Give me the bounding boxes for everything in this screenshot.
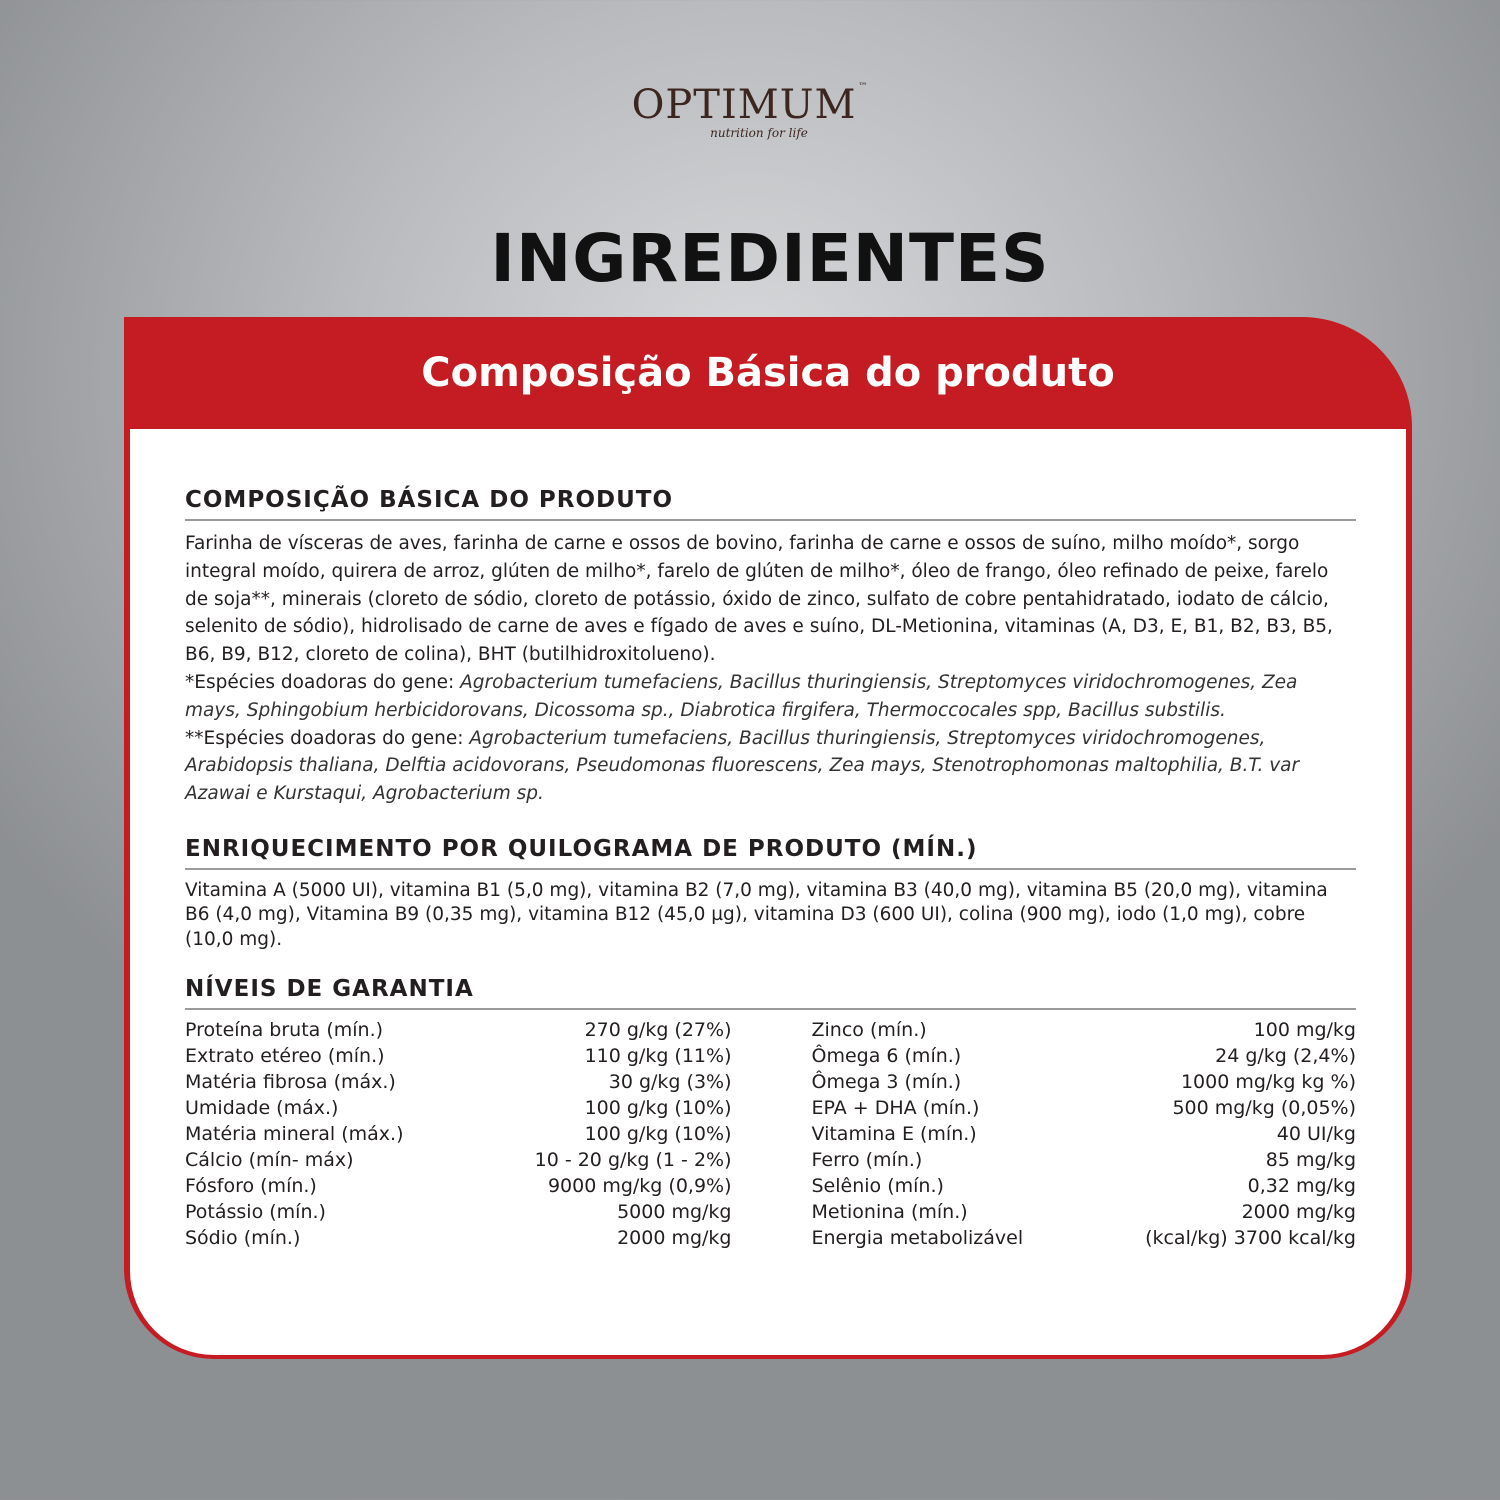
nutrient-value: (kcal/kg) 3700 kcal/kg xyxy=(1145,1227,1356,1250)
nutrient-value: 500 mg/kg (0,05%) xyxy=(1172,1097,1356,1120)
composition-ingredients: Farinha de vísceras de aves, farinha de carne e ossos de bovino, farinha de carne e ossos de suíno, milho moído*, sorgo integral moído, quirera de arroz, glúten de milho*, farelo de glúten de milho*, óleo de frango, óleo refinado de peixe, farelo de soja**, minerais (cloreto de sódio, cloreto de potássio, óxido de zinco, sulfato de cobre pentahidratado, iodato de cálcio, selenito de sódio), hidrolisado de carne de aves e fígado de aves e suíno, DL-Metionina, vitaminas (A, D3, E, B1, B2, B3, B5, B6, B9, B12, cloreto de colina), BHT (butilhidroxitolueno). xyxy=(185,533,1333,666)
guarantee-row xyxy=(812,1225,1357,1251)
page-title: INGREDIENTES xyxy=(490,220,1050,297)
guarantee-row xyxy=(185,1069,732,1095)
nutrient-value: 270 g/kg (27%) xyxy=(584,1019,732,1042)
composition-title: COMPOSIÇÃO BÁSICA DO PRODUTO xyxy=(185,487,1356,521)
nutrient-value: 30 g/kg (3%) xyxy=(608,1071,732,1094)
nutrient-value: 100 g/kg (10%) xyxy=(584,1097,732,1120)
gene-note-1-species: Agrobacterium tumefaciens, Bacillus thuringiensis, Streptomyces viridochromogenes, Zea mays, Sphingobium herbicidorovans, Dicossoma sp., Diabrotica firgifera, Thermoccocales spp, Bacillus substilis. xyxy=(185,671,1298,721)
nutrient-value: 9000 mg/kg (0,9%) xyxy=(547,1175,732,1198)
guarantee-table xyxy=(185,1017,1356,1251)
gene-note-1-label: *Espécies doadoras do gene: xyxy=(185,671,461,693)
guarantee-row xyxy=(185,1017,732,1043)
guarantee-row xyxy=(185,1095,732,1121)
enrichment-text: Vitamina A (5000 UI), vitamina B1 (5,0 mg), vitamina B2 (7,0 mg), vitamina B3 (40,0 mg), vitamina B5 (20,0 mg), vitamina B6 (4,0 mg), Vitamina B9 (0,35 mg), vitamina B12 (45,0 µg), vitamina D3 (600 UI), colina (900 mg), iodo (1,0 mg), cobre (10,0 mg). xyxy=(185,879,1328,950)
nutrient-value: 0,32 mg/kg xyxy=(1247,1175,1356,1198)
guarantee-row xyxy=(812,1173,1357,1199)
guarantee-row xyxy=(812,1017,1357,1043)
brand-tagline: nutrition for life xyxy=(710,126,808,140)
nutrient-label: Metionina (mín.) xyxy=(811,1201,968,1224)
guarantee-row xyxy=(185,1043,732,1069)
guarantee-row xyxy=(185,1121,732,1147)
nutrient-label: Selênio (mín.) xyxy=(811,1175,944,1198)
nutrient-label: EPA + DHA (mín.) xyxy=(811,1097,980,1120)
nutrient-value: 2000 mg/kg xyxy=(617,1227,732,1250)
nutrient-label: Proteína bruta (mín.) xyxy=(185,1019,384,1042)
nutrient-label: Ômega 3 (mín.) xyxy=(811,1071,962,1094)
nutrient-value: 2000 mg/kg xyxy=(1241,1201,1356,1224)
brand-name: OPTIMUM xyxy=(631,82,857,128)
nutrient-label: Potássio (mín.) xyxy=(185,1201,326,1224)
nutrient-label: Umidade (máx.) xyxy=(185,1097,339,1120)
gene-note-2-species: Agrobacterium tumefaciens, Bacillus thuringiensis, Streptomyces viridochromogenes, Arabidopsis thaliana, Delftia acidovorans, Pseudomonas fluorescens, Zea mays, Stenotrophomonas maltophilia, B.T. var Azawai e Kurstaqui, Agrobacterium sp. xyxy=(185,727,1300,805)
composition-text xyxy=(185,530,1356,808)
enrichment-title: ENRIQUECIMENTO POR QUILOGRAMA DE PRODUTO (MÍN.) xyxy=(185,836,1356,870)
trademark-symbol: ™ xyxy=(858,82,869,92)
card-body xyxy=(130,429,1406,1355)
nutrient-label: Ferro (mín.) xyxy=(811,1149,923,1172)
guarantee-row xyxy=(812,1043,1357,1069)
brand-logo xyxy=(0,82,1500,140)
nutrient-label: Zinco (mín.) xyxy=(811,1019,927,1042)
nutrient-value: 100 mg/kg xyxy=(1253,1019,1356,1042)
nutrient-label: Energia metabolizável xyxy=(811,1227,1024,1250)
nutrient-label: Matéria fibrosa (máx.) xyxy=(185,1071,396,1094)
guarantee-left-column xyxy=(185,1017,732,1251)
nutrient-label: Sódio (mín.) xyxy=(185,1227,301,1250)
card-header: Composição Básica do produto xyxy=(421,350,1115,396)
guarantee-right-column xyxy=(812,1017,1357,1251)
guarantee-row xyxy=(812,1147,1357,1173)
guarantee-row xyxy=(812,1095,1357,1121)
nutrient-label: Cálcio (mín- máx) xyxy=(185,1149,354,1172)
nutrient-value: 85 mg/kg xyxy=(1265,1149,1356,1172)
composition-card xyxy=(124,317,1412,1359)
nutrient-value: 5000 mg/kg xyxy=(617,1201,732,1224)
nutrient-label: Matéria mineral (máx.) xyxy=(185,1123,404,1146)
guarantee-row xyxy=(185,1147,732,1173)
guarantee-title: NÍVEIS DE GARANTIA xyxy=(185,976,1356,1010)
guarantee-row xyxy=(812,1069,1357,1095)
nutrient-value: 110 g/kg (11%) xyxy=(584,1045,732,1068)
guarantee-row xyxy=(185,1199,732,1225)
guarantee-row xyxy=(185,1225,732,1251)
nutrient-label: Extrato etéreo (mín.) xyxy=(185,1045,385,1068)
guarantee-row xyxy=(185,1173,732,1199)
nutrient-value: 10 - 20 g/kg (1 - 2%) xyxy=(534,1149,732,1172)
guarantee-row xyxy=(812,1199,1357,1225)
nutrient-value: 24 g/kg (2,4%) xyxy=(1215,1045,1356,1068)
nutrient-label: Fósforo (mín.) xyxy=(185,1175,317,1198)
nutrient-value: 100 g/kg (10%) xyxy=(584,1123,732,1146)
gene-note-2-label: **Espécies doadoras do gene: xyxy=(185,727,470,749)
guarantee-row xyxy=(812,1121,1357,1147)
nutrient-label: Vitamina E (mín.) xyxy=(811,1123,977,1146)
nutrient-value: 40 UI/kg xyxy=(1276,1123,1356,1146)
nutrient-value: 1000 mg/kg kg %) xyxy=(1180,1071,1356,1094)
nutrient-label: Ômega 6 (mín.) xyxy=(811,1045,962,1068)
